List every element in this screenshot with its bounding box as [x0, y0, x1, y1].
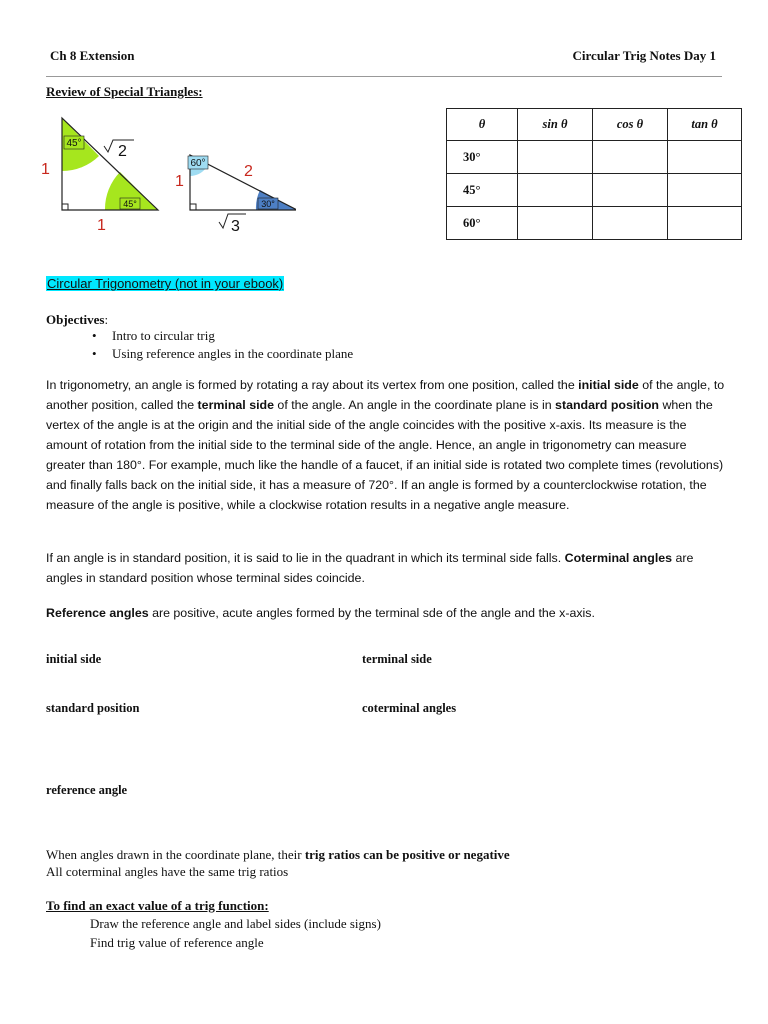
term-initial-side: initial side — [46, 652, 102, 666]
term-reference-angle: reference angle — [46, 783, 128, 797]
t2-hyp: 2 — [244, 163, 253, 180]
cos-60-cell[interactable] — [593, 207, 668, 240]
objective-item-1: • Intro to circular trig — [92, 328, 215, 343]
t2-top-angle: 60° — [190, 158, 206, 169]
exact-step-2: Find trig value of reference angle — [90, 935, 264, 950]
trig-values-table — [446, 108, 742, 240]
tan-45-cell[interactable] — [668, 174, 742, 207]
t1-hyp: 2 — [118, 143, 127, 160]
tan-60-cell[interactable] — [668, 207, 742, 240]
paragraph-reference: Reference angles are positive, acute angles formed by the terminal sde of the angle and the x-axis. — [46, 606, 595, 620]
exact-value-title: To find an exact value of a trig function: — [46, 898, 269, 913]
note-trig-ratios: When angles drawn in the coordinate plane, their trig ratios can be positive or negative — [46, 847, 510, 862]
circular-trig-title: Circular Trigonometry (not in your ebook) — [47, 276, 284, 291]
col-tan: tan θ — [668, 109, 742, 141]
row-30: 30° — [447, 141, 518, 174]
table-header-row — [447, 109, 742, 141]
t2-bottom-side: 3 — [231, 218, 240, 234]
t1-left-side: 1 — [41, 161, 50, 178]
paragraph-coterminal: If an angle is in standard position, it is said to lie in the quadrant in which its terminal side falls. Coterminal angles are angles in standard position whose terminal sides coincide. — [46, 551, 694, 585]
row-45: 45° — [447, 174, 518, 207]
exact-step-1: Draw the reference angle and label sides (include signs) — [90, 916, 381, 931]
col-cos: cos θ — [593, 109, 668, 141]
cos-30-cell[interactable] — [593, 141, 668, 174]
sin-30-cell[interactable] — [518, 141, 593, 174]
t1-bottom-angle: 45° — [123, 199, 137, 209]
t1-top-angle: 45° — [66, 138, 82, 149]
t2-left-side: 1 — [175, 173, 184, 190]
term-coterminal-angles: coterminal angles — [362, 701, 457, 715]
tan-30-cell[interactable] — [668, 141, 742, 174]
sin-60-cell[interactable] — [518, 207, 593, 240]
col-theta: θ — [447, 109, 518, 141]
term-standard-position: standard position — [46, 701, 140, 715]
cos-45-cell[interactable] — [593, 174, 668, 207]
objective-item-2: • Using reference angles in the coordinate plane — [92, 346, 354, 361]
note-coterminal: All coterminal angles have the same trig ratios — [46, 864, 289, 879]
row-60: 60° — [447, 207, 518, 240]
table-row — [447, 207, 742, 240]
paragraph-angles: In trigonometry, an angle is formed by rotating a ray about its vertex from one position, called the initial side of the angle, to another position, called the terminal side of the angle. An angle in the coordinate plane is in standard position when the vertex of the angle is at the origin and the initial side of the angle coincides with the positive x-axis. Its measure is the amount of rotation from the initial side to the terminal side of the angle. Hence, an angle in trigonometry can measure greater than 180°. For example, much like the handle of a faucet, if an initial side is rotated two complete times (revolutions) and finally falls back on the initial side, it has a measure of 720°. If an angle is formed by a counterclockwise rotation, the measure of the angle is positive, while a clockwise rotation results in a negative angle measure. — [46, 378, 725, 512]
triangle-45-45-90 — [41, 118, 158, 234]
objectives-label: Objectives: — [46, 312, 109, 327]
header-left: Ch 8 Extension — [50, 48, 135, 63]
t2-bottom-angle: 30° — [261, 199, 275, 209]
table-row — [447, 174, 742, 207]
review-title: Review of Special Triangles: — [46, 84, 203, 99]
header-divider — [46, 76, 722, 77]
table-row — [447, 141, 742, 174]
special-triangles-figure — [34, 108, 296, 234]
term-terminal-side: terminal side — [362, 652, 432, 666]
col-sin: sin θ — [518, 109, 593, 141]
t1-bottom-side: 1 — [97, 217, 106, 234]
triangle-30-60-90 — [175, 155, 296, 234]
sin-45-cell[interactable] — [518, 174, 593, 207]
header-right: Circular Trig Notes Day 1 — [572, 48, 716, 63]
